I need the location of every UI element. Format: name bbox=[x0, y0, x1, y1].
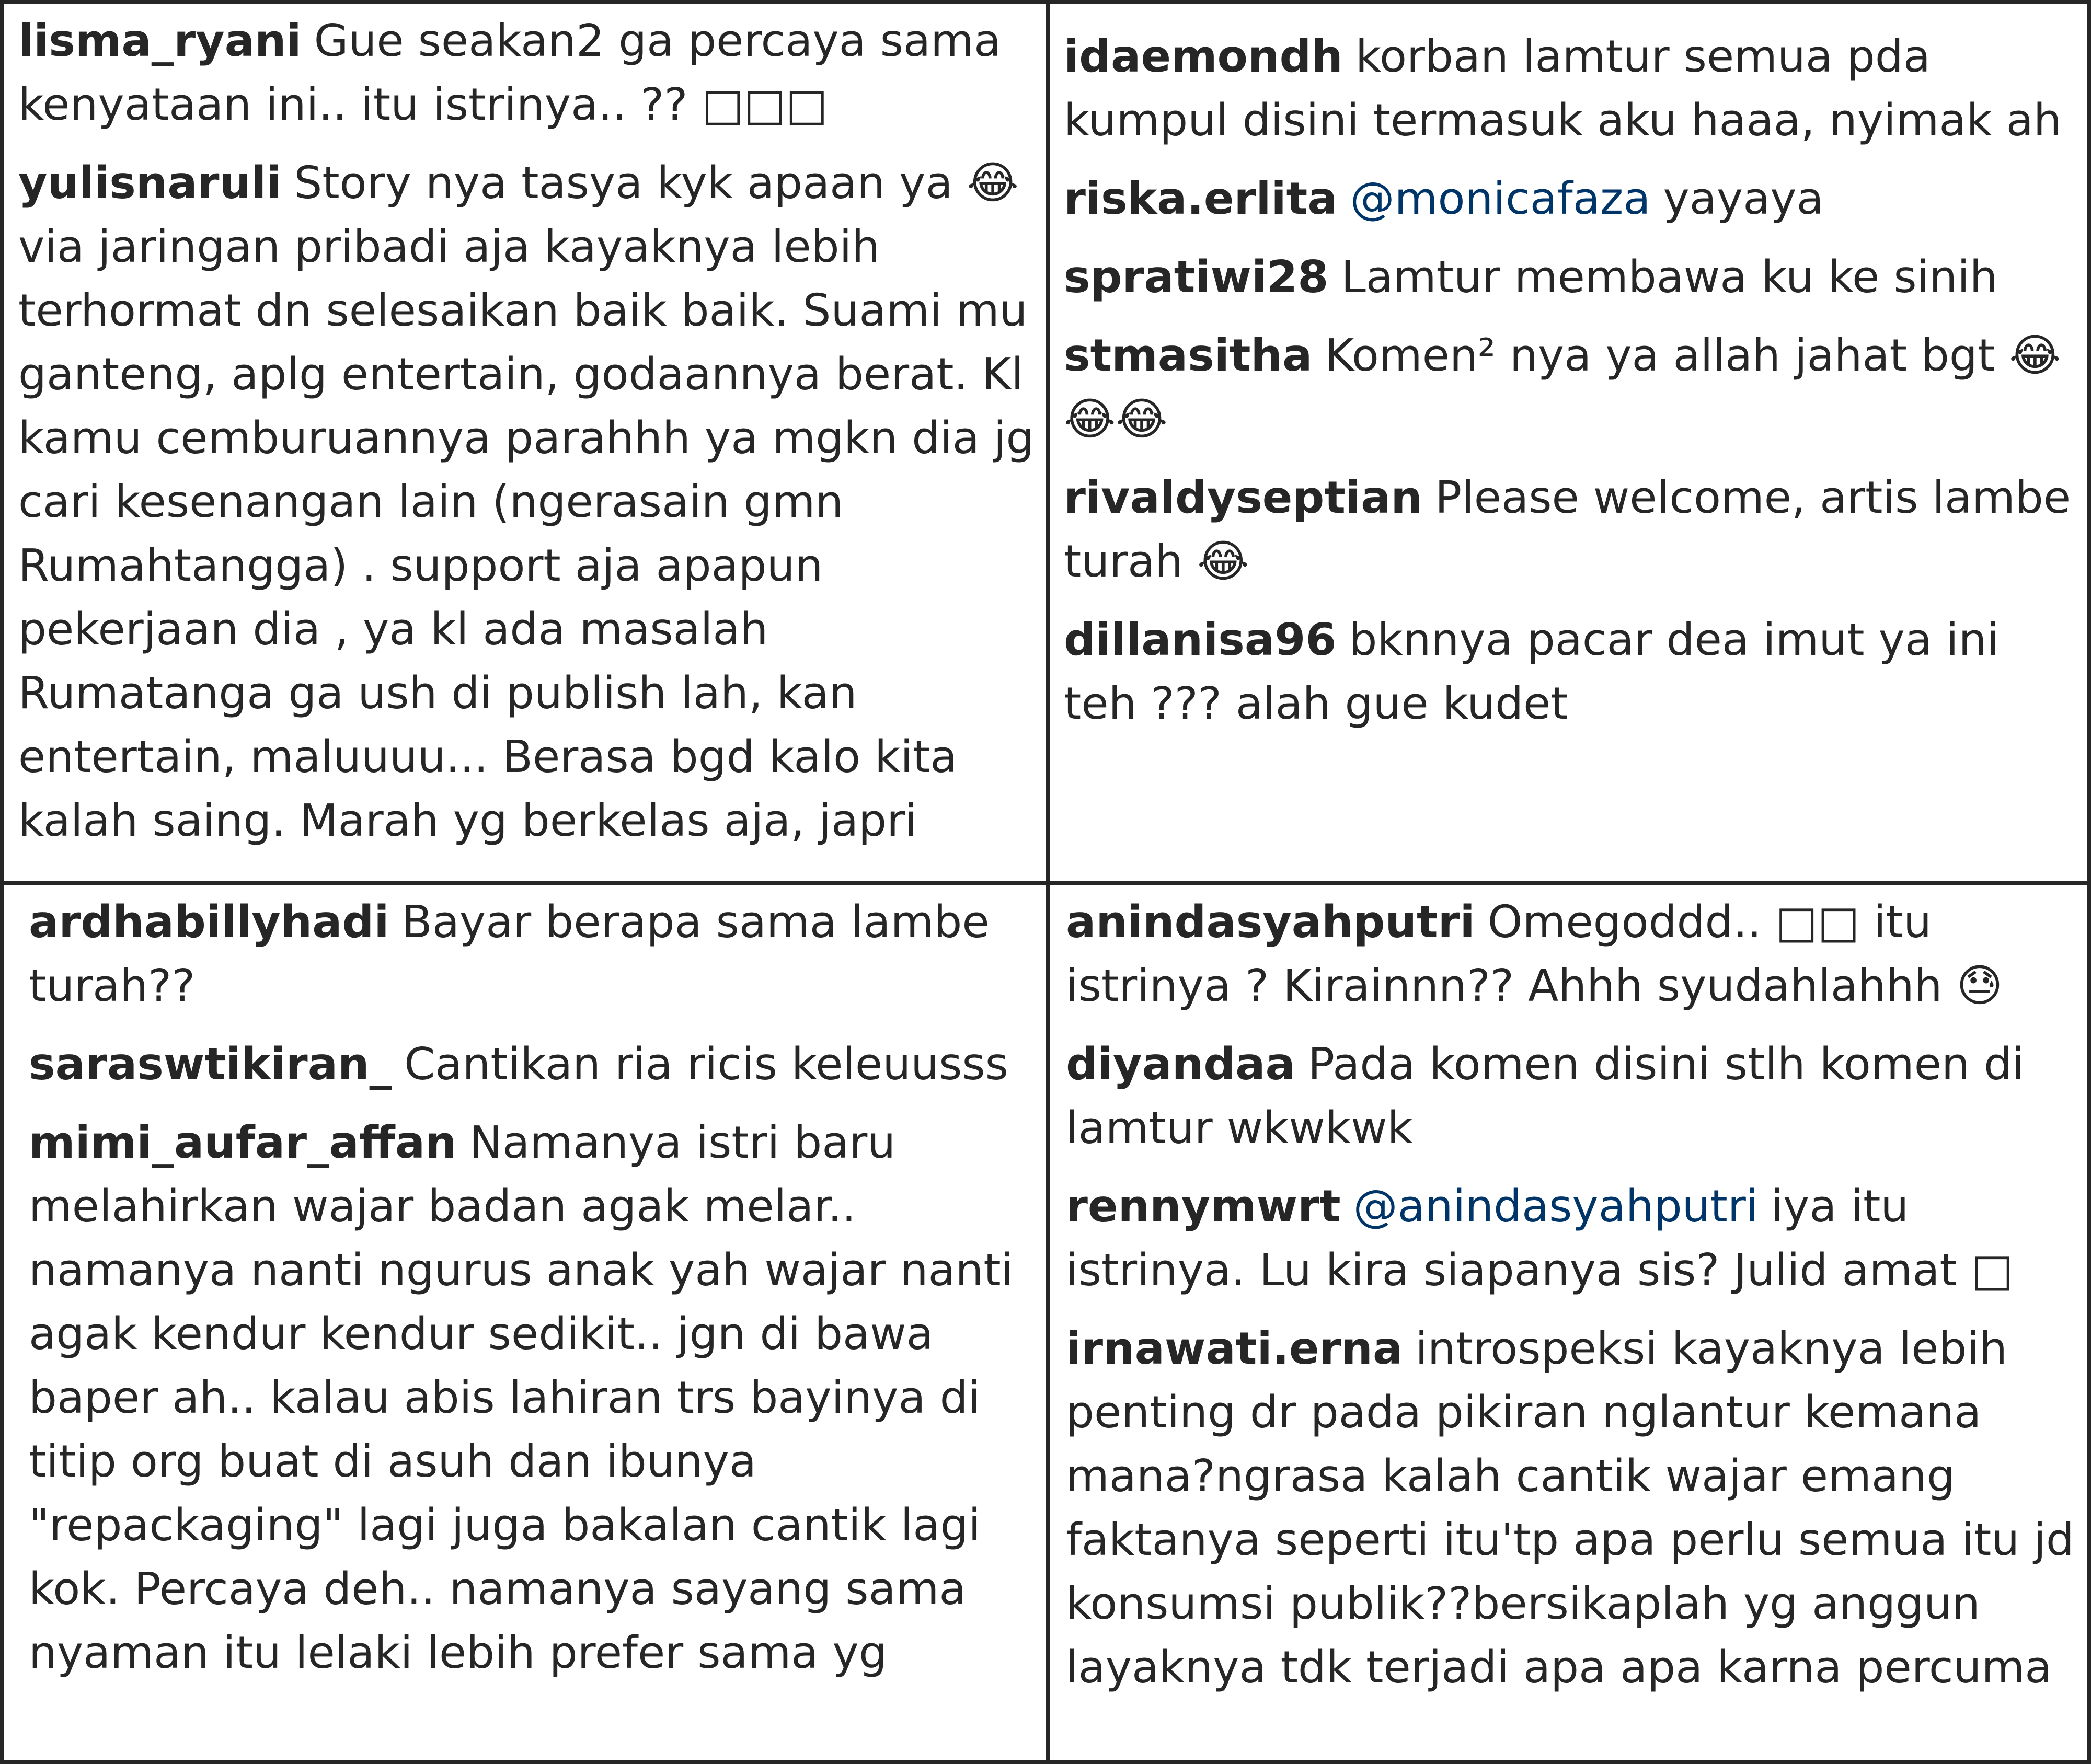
comment bbox=[1066, 1317, 2076, 1700]
comment-text: Cantikan ria ricis keleuusss bbox=[404, 1039, 1008, 1090]
comment-text: korban lamtur semua pda kumpul disini termasuk aku haaa, nyimak ah bbox=[1064, 31, 2062, 146]
comment-list bbox=[29, 891, 1036, 1700]
comment-text: iya itu istrinya. Lu kira siapanya sis? Julid amat □ bbox=[1066, 1181, 2014, 1296]
comment-text: Omegoddd.. □□ itu istrinya ? Kirainnn?? Ahhh syudahlahhh 😓 bbox=[1066, 896, 2003, 1012]
comment bbox=[29, 1111, 1036, 1685]
comment-list bbox=[1066, 891, 2076, 1714]
comment-text: Pada komen disini stlh komen di lamtur wkwkwk bbox=[1066, 1039, 2025, 1154]
comments-panel-bottom-right bbox=[1050, 885, 2087, 1760]
comment bbox=[1064, 167, 2076, 231]
comment bbox=[1066, 1033, 2076, 1160]
comment bbox=[1066, 1175, 2076, 1302]
comment-username[interactable]: rennymwrt bbox=[1066, 1181, 1341, 1232]
comment-text: bknnya pacar dea imut ya ini teh ??? alah gue kudet bbox=[1064, 614, 2000, 730]
comment-username[interactable]: ardhabillyhadi bbox=[29, 896, 389, 948]
comment-text: Namanya istri baru melahirkan wajar badan agak melar.. namanya nanti ngurus anak yah wajar nanti agak kendur kendur sedikit.. jgn di bawa baper ah.. kalau abis lahiran trs bayinya di titip org buat di asuh dan ibunya "repackaging" lagi juga bakalan cantik lagi kok. Percaya deh.. namanya sayang sama nyaman itu lelaki lebih prefer sama yg bbox=[29, 1117, 1014, 1679]
comment-username[interactable]: dillanisa96 bbox=[1064, 614, 1337, 666]
comment-mention[interactable]: @monicafaza bbox=[1350, 173, 1651, 225]
comment-username[interactable]: irnawati.erna bbox=[1066, 1323, 1403, 1375]
comment bbox=[29, 1033, 1036, 1097]
comment bbox=[1064, 25, 2076, 153]
comment-text: introspeksi kayaknya lebih penting dr pada pikiran nglantur kemana mana?ngrasa kalah cantik wajar emang faktanya seperti itu'tp apa perlu semua itu jd konsumsi publik??bersikaplah yg anggun layaknya tdk terjadi apa apa karna percuma bbox=[1066, 1323, 2074, 1693]
comment-text: Bayar berapa sama lambe turah?? bbox=[29, 896, 990, 1012]
comment bbox=[1064, 246, 2076, 309]
comment-username[interactable]: yulisnaruli bbox=[18, 157, 282, 209]
comment-text: Lamtur membawa ku ke sinih bbox=[1341, 251, 1998, 303]
comment-username[interactable]: saraswtikiran_ bbox=[29, 1039, 392, 1090]
comment-username[interactable]: anindasyahputri bbox=[1066, 896, 1475, 948]
comment-username[interactable]: diyandaa bbox=[1066, 1039, 1295, 1090]
comment-username[interactable]: riska.erlita bbox=[1064, 173, 1338, 225]
comment-username[interactable]: mimi_aufar_affan bbox=[29, 1117, 457, 1169]
comment bbox=[18, 9, 1036, 137]
comment-username[interactable]: lisma_ryani bbox=[18, 15, 302, 67]
comment bbox=[18, 152, 1036, 853]
comment-mention[interactable]: @anindasyahputri bbox=[1353, 1181, 1759, 1232]
comment bbox=[29, 891, 1036, 1018]
comment-list bbox=[1064, 25, 2076, 751]
comment bbox=[1064, 608, 2076, 736]
comments-panel-top-right bbox=[1050, 4, 2087, 881]
comment-list bbox=[18, 9, 1036, 868]
comment-username[interactable]: spratiwi28 bbox=[1064, 251, 1329, 303]
comment-username[interactable]: rivaldyseptian bbox=[1064, 472, 1422, 524]
comment-username[interactable]: stmasitha bbox=[1064, 330, 1313, 382]
comments-panel-bottom-left bbox=[4, 885, 1046, 1760]
comment-text: yayaya bbox=[1663, 173, 1824, 225]
comment-username[interactable]: idaemondh bbox=[1064, 31, 1343, 83]
comment-text: Komen² nya ya allah jahat bgt 😂 😂😂 bbox=[1064, 330, 2061, 445]
comment bbox=[1064, 324, 2076, 452]
comment-text: Please welcome, artis lambe turah 😂 bbox=[1064, 472, 2071, 587]
comments-panel-top-left bbox=[4, 4, 1046, 881]
comment bbox=[1064, 466, 2076, 594]
comment-text: Story nya tasya kyk apaan ya 😂 via jaringan pribadi aja kayaknya lebih terhormat dn selesaikan baik baik. Suami mu ganteng, aplg entertain, godaannya berat. Kl kamu cemburuannya parahhh ya mgkn dia jg cari kesenangan lain (ngerasain gmn Rumahtangga) . support aja apapun pekerjaan dia , ya kl ada masalah Rumatanga ga ush di publish lah, kan entertain, maluuuu... Berasa bgd kalo kita kalah saing. Marah yg berkelas aja, japri bbox=[18, 157, 1035, 847]
comment bbox=[1066, 891, 2076, 1018]
comment-text: Gue seakan2 ga percaya sama kenyataan ini.. itu istrinya.. ?? □□□ bbox=[18, 15, 1002, 131]
